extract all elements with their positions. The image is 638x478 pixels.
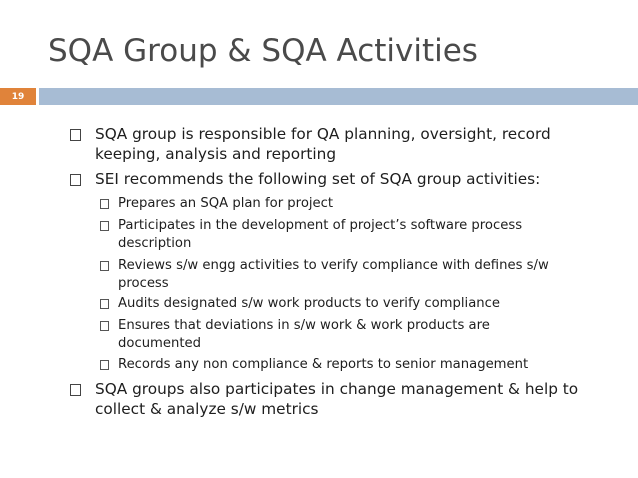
title-rule [39,88,638,105]
sub-bullet-text: Prepares an SQA plan for project [118,196,334,211]
sub-bullet-text: Records any non compliance & reports to senior management [118,357,529,372]
sub-bullet-text: Ensures that deviations in s/w work & work products are documented [118,318,490,351]
slide-title: SQA Group & SQA Activities [48,33,478,69]
sub-bullet-text: Reviews s/w engg activities to verify compliance with defines s/w process [118,258,549,291]
slide-number: 19 [0,88,36,105]
sub-bullet-item [100,317,570,352]
square-bullet-icon [70,174,81,186]
bullet-text: SQA groups also participates in change management & help to collect & analyze s/w metrics [95,380,579,418]
sub-bullet-item [100,217,570,252]
bullet-item [70,379,610,419]
sub-bullet-text: Audits designated s/w work products to verify compliance [118,296,501,311]
square-bullet-icon [100,299,109,309]
square-bullet-icon [70,384,81,396]
sub-bullet-item [100,257,570,292]
bullet-text: SEI recommends the following set of SQA group activities: [95,170,541,188]
square-bullet-icon [100,360,109,370]
sub-bullet-text: Participates in the development of project’s software process description [118,218,523,251]
square-bullet-icon [100,221,109,231]
square-bullet-icon [70,129,81,141]
bullet-item [70,169,610,189]
square-bullet-icon [100,261,109,271]
bullet-text: SQA group is responsible for QA planning, oversight, record keeping, analysis and reporting [95,125,551,163]
sub-bullet-item [100,295,570,313]
bullet-item [70,124,610,164]
sub-bullet-item [100,195,570,213]
square-bullet-icon [100,321,109,331]
sub-bullet-item [100,356,570,374]
square-bullet-icon [100,199,109,209]
